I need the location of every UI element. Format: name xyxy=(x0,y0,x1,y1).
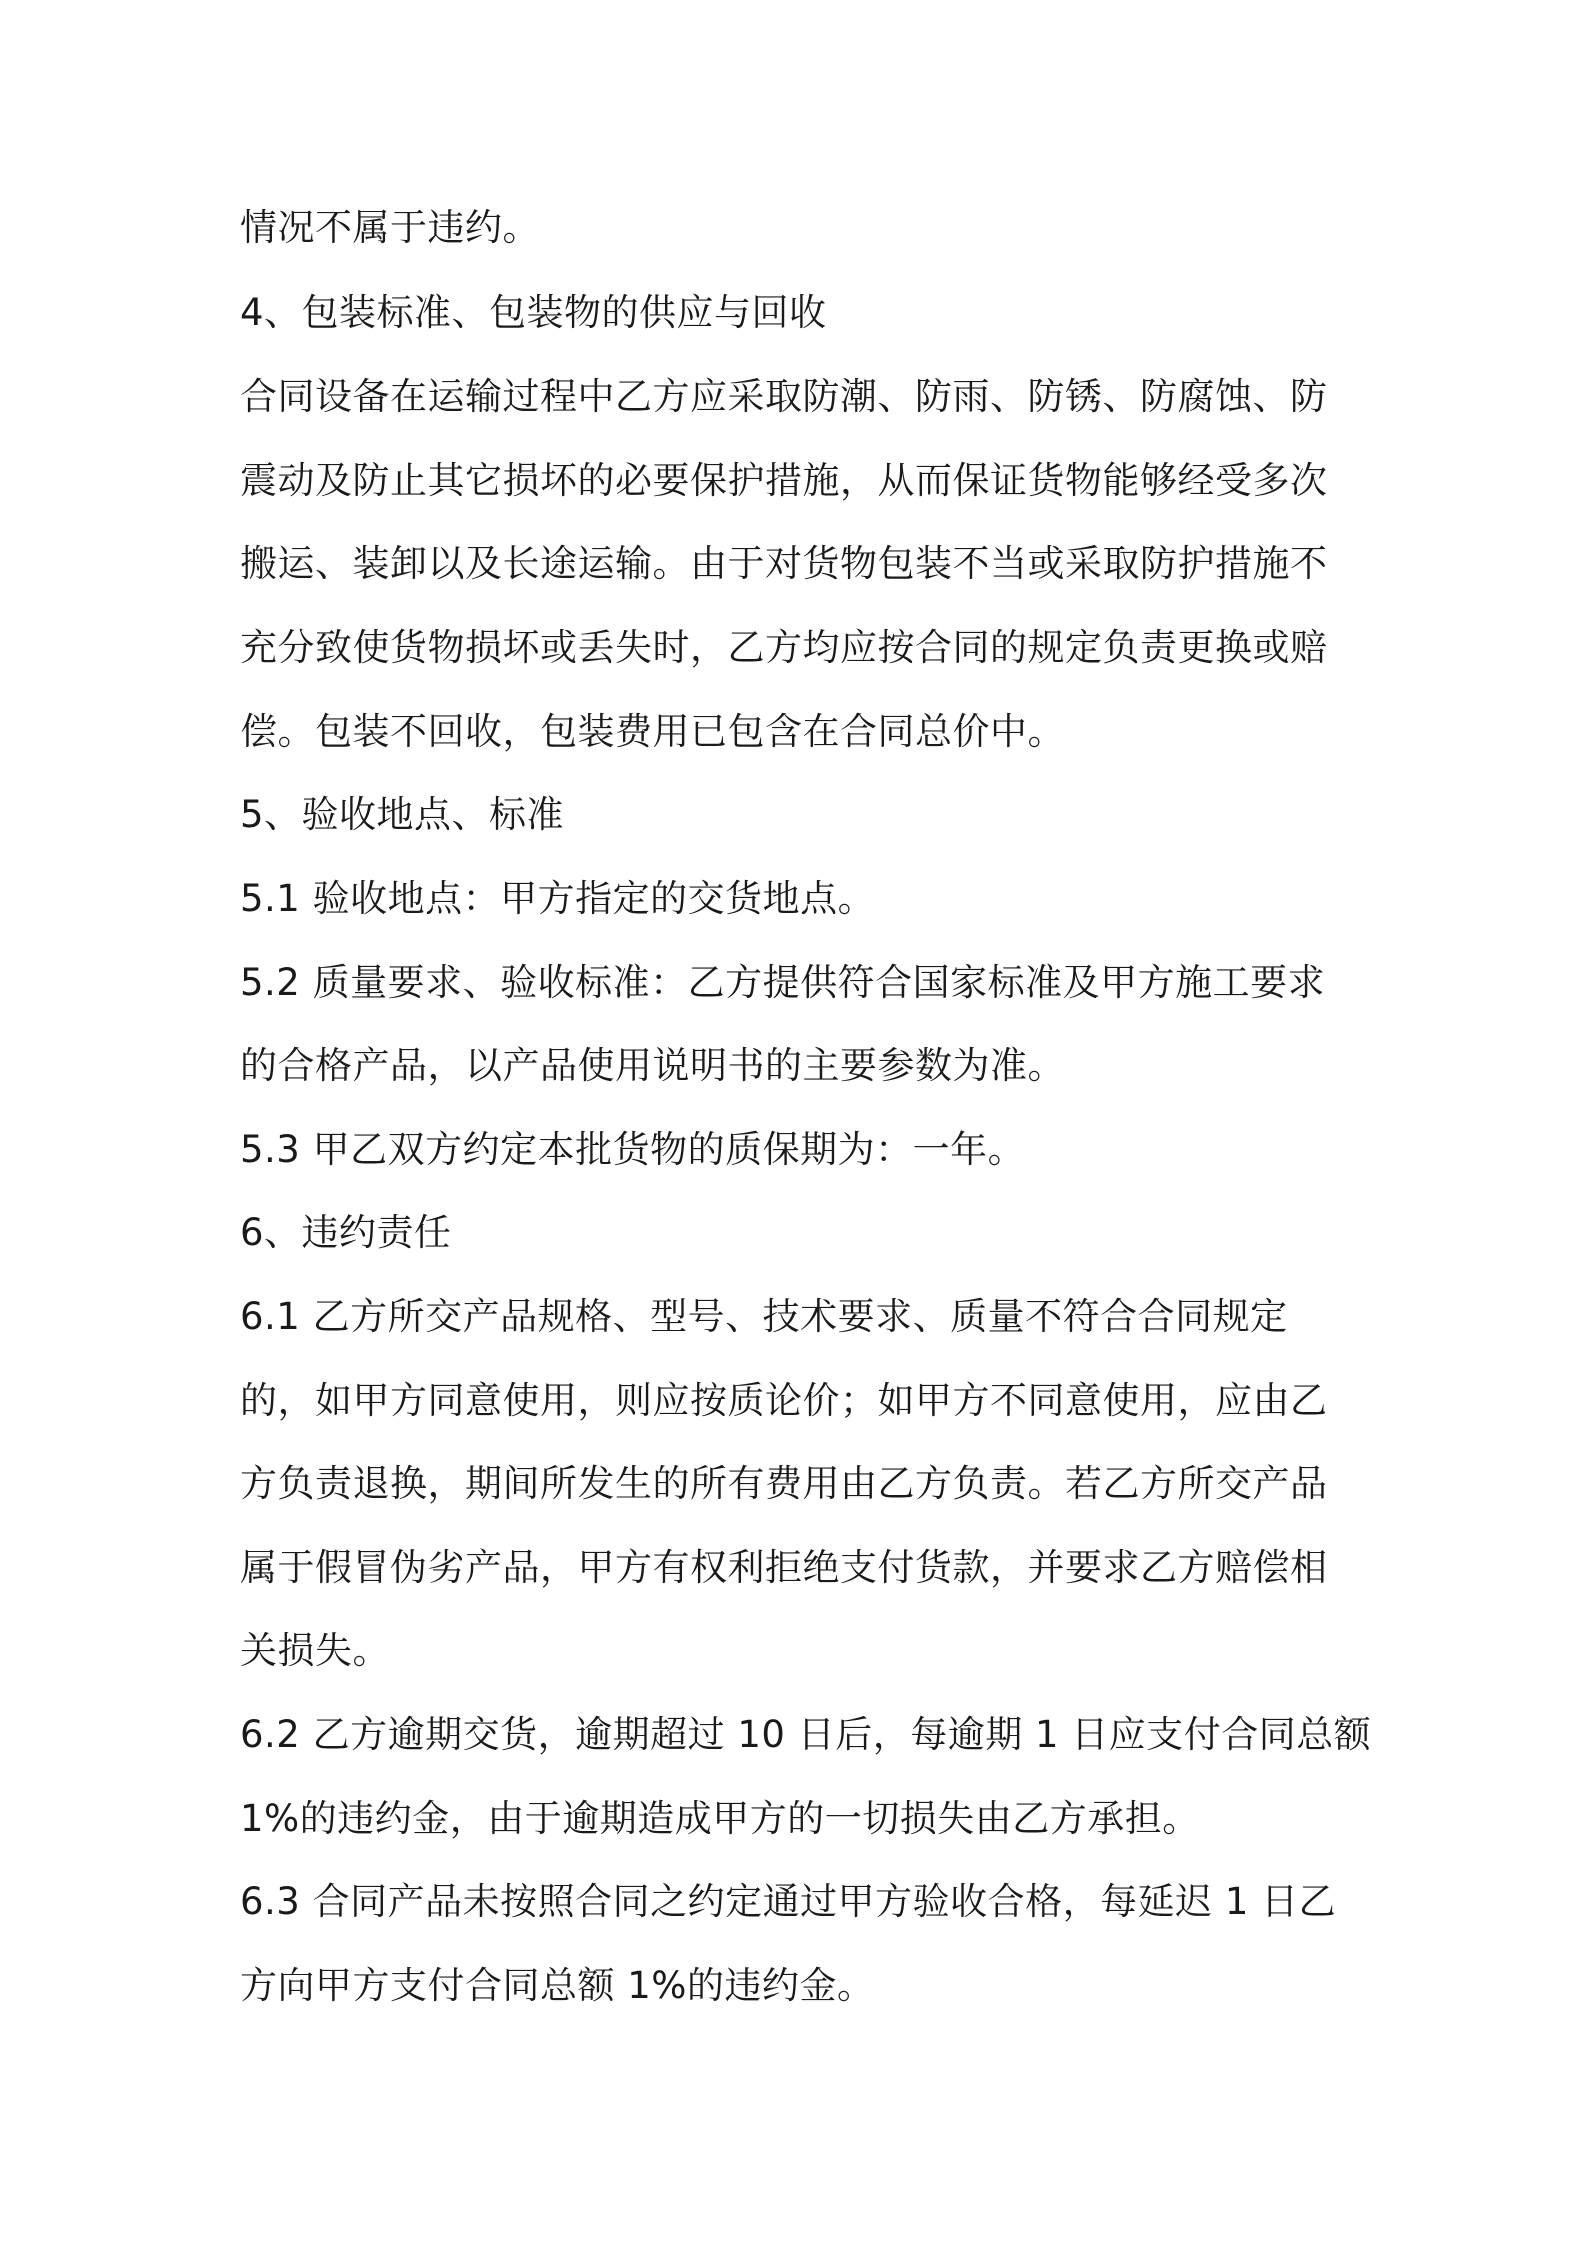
text-line: 震动及防止其它损坏的必要保护措施，从而保证货物能够经受多次 xyxy=(240,459,1328,502)
text-line: 搬运、装卸以及长途运输。由于对货物包装不当或采取防护措施不 xyxy=(240,542,1328,585)
text-line: 偿。包装不回收，包装费用已包含在合同总价中。 xyxy=(240,710,1065,753)
text-line: 1%的违约金，由于逾期造成甲方的一切损失由乙方承担。 xyxy=(240,1797,1200,1840)
text-line: 关损失。 xyxy=(240,1629,390,1672)
text-line: 合同设备在运输过程中乙方应采取防潮、防雨、防锈、防腐蚀、防 xyxy=(240,375,1328,418)
text-line: 充分致使货物损坏或丢失时，乙方均应按合同的规定负责更换或赔 xyxy=(240,626,1328,669)
section-heading: 6、违约责任 xyxy=(240,1211,452,1254)
text-line: 方向甲方支付合同总额 1%的违约金。 xyxy=(240,1964,875,2007)
text-line: 属于假冒伪劣产品，甲方有权利拒绝支付货款，并要求乙方赔偿相 xyxy=(240,1546,1328,1589)
text-line: 方负责退换，期间所发生的所有费用由乙方负责。若乙方所交产品 xyxy=(240,1462,1328,1505)
clause-line: 6.3 合同产品未按照合同之约定通过甲方验收合格，每延迟 1 日乙 xyxy=(240,1880,1337,1923)
clause-line: 5.1 验收地点：甲方指定的交货地点。 xyxy=(240,877,876,920)
text-line: 的合格产品，以产品使用说明书的主要参数为准。 xyxy=(240,1044,1065,1087)
text-line: 的，如甲方同意使用，则应按质论价；如甲方不同意使用，应由乙 xyxy=(240,1379,1328,1422)
clause-line: 5.3 甲乙双方约定本批货物的质保期为：一年。 xyxy=(240,1128,1026,1171)
section-heading: 5、验收地点、标准 xyxy=(240,793,565,836)
clause-line: 6.1 乙方所交产品规格、型号、技术要求、质量不符合合同规定 xyxy=(240,1295,1288,1338)
section-heading: 4、包装标准、包装物的供应与回收 xyxy=(240,291,827,334)
clause-line: 5.2 质量要求、验收标准：乙方提供符合国家标准及甲方施工要求 xyxy=(240,961,1326,1004)
clause-line: 6.2 乙方逾期交货，逾期超过 10 日后，每逾期 1 日应支付合同总额 xyxy=(240,1713,1372,1756)
text-line: 情况不属于违约。 xyxy=(240,206,540,249)
